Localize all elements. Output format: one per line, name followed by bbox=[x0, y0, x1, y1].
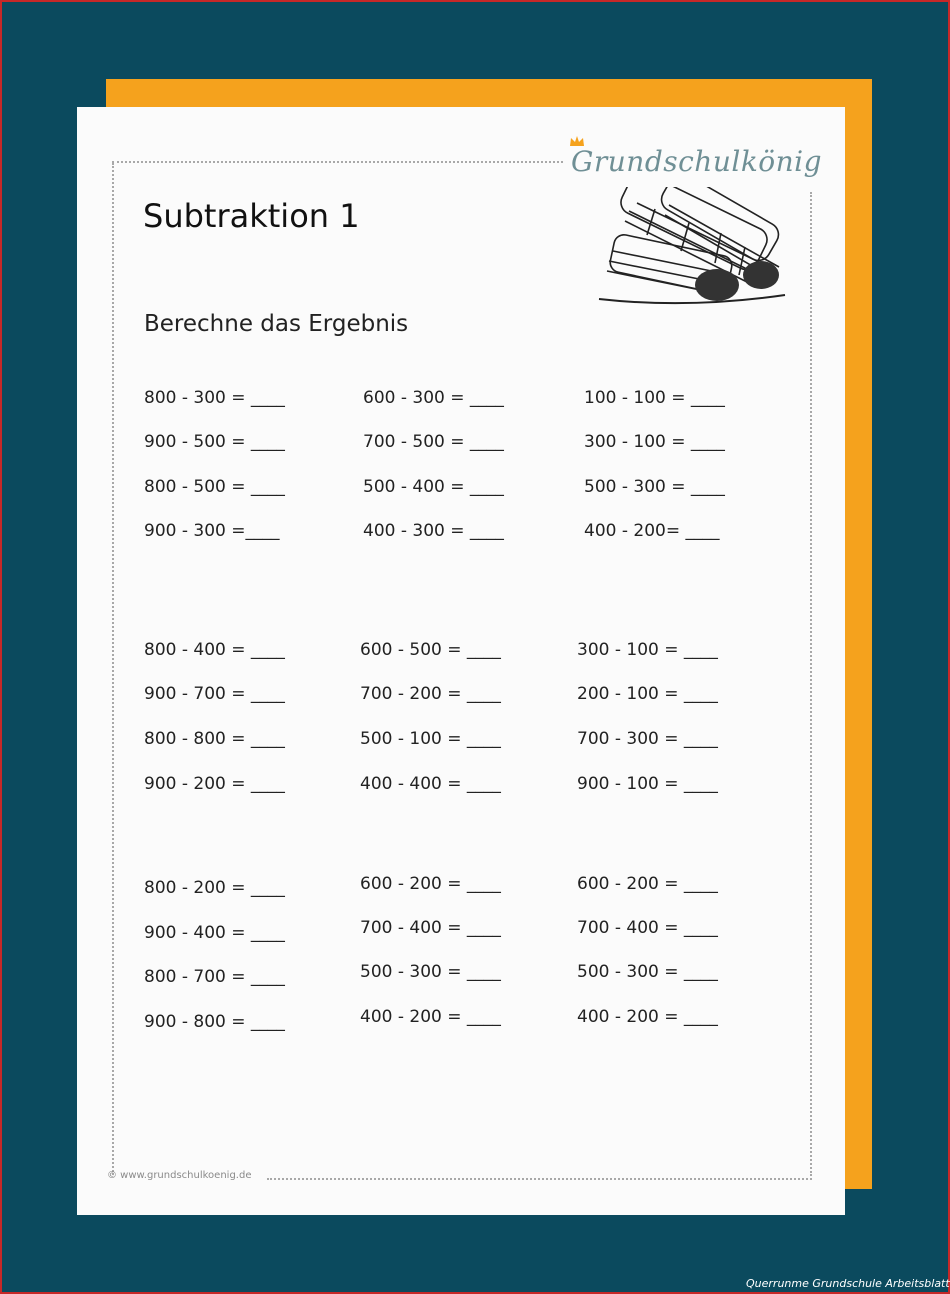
problem: 500 - 300 = ____ bbox=[360, 962, 501, 982]
problem: 300 - 100 = ____ bbox=[577, 640, 718, 660]
problem: 900 - 800 = ____ bbox=[144, 1012, 285, 1032]
problem: 900 - 400 = ____ bbox=[144, 923, 285, 943]
copyright-footer: © www.grundschulkoenig.de bbox=[107, 1170, 252, 1181]
problem: 100 - 100 = ____ bbox=[584, 388, 725, 408]
problem: 800 - 800 = ____ bbox=[144, 729, 285, 749]
problem: 700 - 400 = ____ bbox=[360, 918, 501, 938]
problem: 900 - 100 = ____ bbox=[577, 774, 718, 794]
problem: 900 - 200 = ____ bbox=[144, 774, 285, 794]
problem: 400 - 300 = ____ bbox=[363, 521, 504, 541]
problem: 300 - 100 = ____ bbox=[584, 432, 725, 452]
problem: 700 - 400 = ____ bbox=[577, 918, 718, 938]
problem: 500 - 300 = ____ bbox=[584, 477, 725, 497]
problem: 400 - 200 = ____ bbox=[360, 1007, 501, 1027]
dotted-border-left bbox=[112, 163, 114, 1175]
instruction-text: Berechne das Ergebnis bbox=[144, 311, 409, 337]
problem: 900 - 500 = ____ bbox=[144, 432, 285, 452]
problem: 800 - 500 = ____ bbox=[144, 477, 285, 497]
dotted-border-right bbox=[810, 192, 812, 1176]
problem: 800 - 300 = ____ bbox=[144, 388, 285, 408]
problem: 600 - 300 = ____ bbox=[363, 388, 504, 408]
problem: 800 - 200 = ____ bbox=[144, 878, 285, 898]
page-title: Subtraktion 1 bbox=[143, 197, 360, 235]
problem: 500 - 100 = ____ bbox=[360, 729, 501, 749]
problem: 900 - 300 =____ bbox=[144, 521, 280, 541]
image-caption: Querrunme Grundschule Arbeitsblatt bbox=[746, 1277, 950, 1290]
problem: 700 - 500 = ____ bbox=[363, 432, 504, 452]
brand-logo: Grundschulkönig bbox=[571, 145, 823, 178]
problem: 400 - 200= ____ bbox=[584, 521, 720, 541]
problem: 700 - 200 = ____ bbox=[360, 684, 501, 704]
dotted-border-top bbox=[112, 161, 563, 163]
problem: 700 - 300 = ____ bbox=[577, 729, 718, 749]
problem: 600 - 200 = ____ bbox=[577, 874, 718, 894]
problem: 500 - 400 = ____ bbox=[363, 477, 504, 497]
problem: 600 - 500 = ____ bbox=[360, 640, 501, 660]
problem: 500 - 300 = ____ bbox=[577, 962, 718, 982]
problem: 800 - 700 = ____ bbox=[144, 967, 285, 987]
worksheet bbox=[77, 107, 845, 1215]
dotted-border-bottom bbox=[267, 1178, 812, 1180]
problem: 200 - 100 = ____ bbox=[577, 684, 718, 704]
problem: 900 - 700 = ____ bbox=[144, 684, 285, 704]
problem: 600 - 200 = ____ bbox=[360, 874, 501, 894]
problem: 400 - 400 = ____ bbox=[360, 774, 501, 794]
wood-bundles-illustration bbox=[589, 187, 789, 309]
problem: 800 - 400 = ____ bbox=[144, 640, 285, 660]
problem: 400 - 200 = ____ bbox=[577, 1007, 718, 1027]
